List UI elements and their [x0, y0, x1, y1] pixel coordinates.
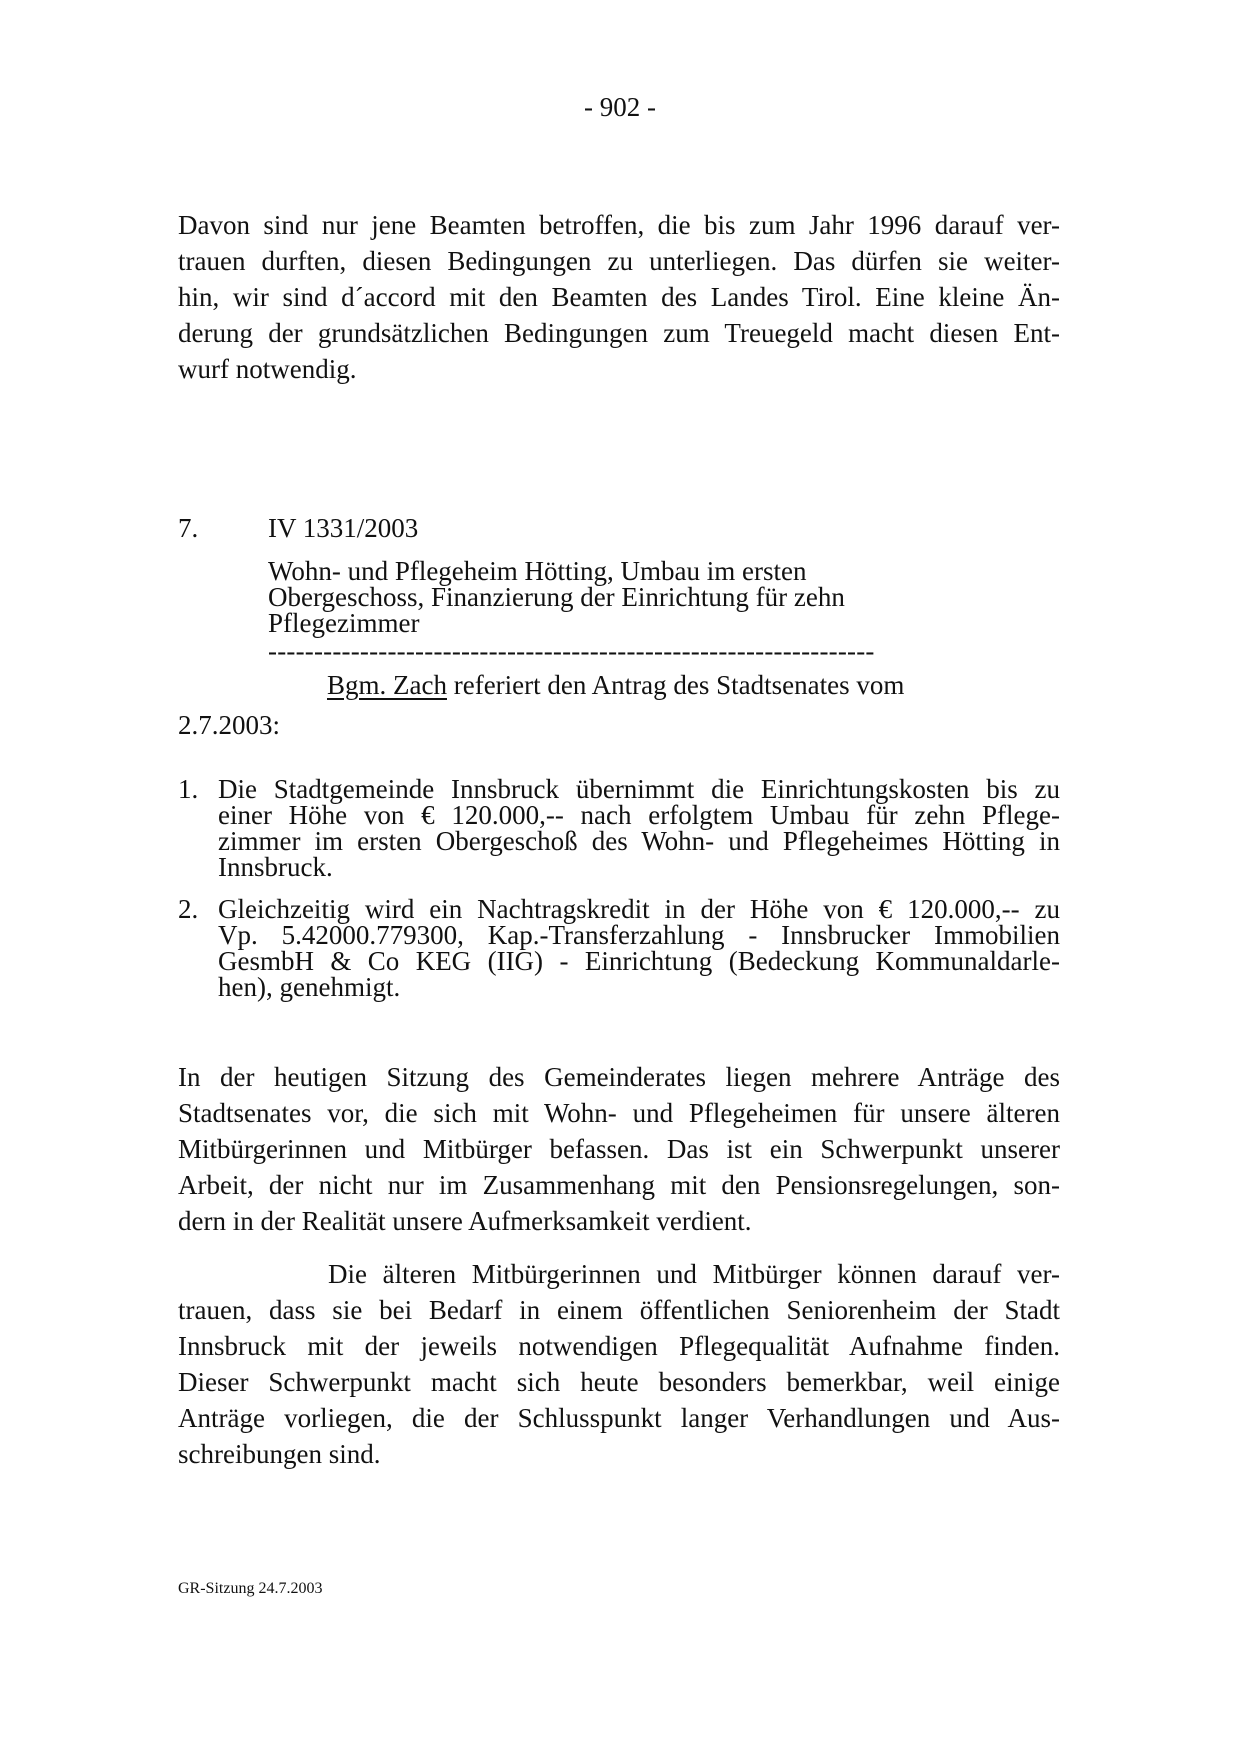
paragraph-line: Anträge vorliegen, die der Schlusspunkt langer Verhandlungen und Aus-: [178, 1403, 1060, 1433]
paragraph-line: schreibungen sind.: [178, 1439, 381, 1469]
resolution-line: Innsbruck.: [218, 852, 333, 882]
body-paragraph: [178, 1256, 1060, 1472]
motion-date: 2.7.2003:: [178, 710, 281, 740]
resolution-line: GesmbH & Co KEG (IIG) - Einrichtung (Bedeckung Kommunaldarle-: [218, 946, 1060, 976]
resolution-line: zimmer im ersten Obergeschoß des Wohn- und Pflegeheimes Hötting in: [218, 826, 1060, 856]
agenda-item-number: 7.: [178, 513, 199, 543]
resolution-line: hen), genehmigt.: [218, 972, 401, 1002]
page-footer: GR-Sitzung 24.7.2003: [178, 1580, 323, 1597]
agenda-item-title: [268, 558, 845, 636]
resolution-number: 1.: [178, 774, 199, 804]
agenda-item-reference: IV 1331/2003: [268, 513, 419, 543]
referent-line: [327, 670, 904, 701]
paragraph-line: Innsbruck mit der jeweils notwendigen Pflegequalität Aufnahme finden.: [178, 1331, 1060, 1361]
resolution-text: [218, 896, 1060, 1000]
resolution-line: Gleichzeitig wird ein Nachtragskredit in der Höhe von € 120.000,-- zu: [218, 894, 1060, 924]
resolution-line: Vp. 5.42000.779300, Kap.-Transferzahlung - Innsbrucker Immobilien: [218, 920, 1060, 950]
paragraph-line: Mitbürgerinnen und Mitbürger befassen. Das ist ein Schwerpunkt unserer: [178, 1134, 1060, 1164]
paragraph-line: derung der grundsätzlichen Bedingungen zum Treuegeld macht diesen Ent-: [178, 318, 1060, 348]
intro-paragraph: [178, 207, 1060, 387]
separator-line: ------------------------------------------------------------------: [268, 636, 875, 666]
paragraph-line: Arbeit, der nicht nur im Zusammenhang mit den Pensionsregelungen, son-: [178, 1170, 1060, 1200]
paragraph-line: trauen durften, diesen Bedingungen zu unterliegen. Das dürfen sie weiter-: [178, 246, 1060, 276]
resolution-line: Die Stadtgemeinde Innsbruck übernimmt die Einrichtungskosten bis zu: [218, 774, 1060, 804]
resolution-text: [218, 776, 1060, 880]
paragraph-line: Die älteren Mitbürgerinnen und Mitbürger können darauf ver-: [328, 1259, 1060, 1289]
resolution-line: einer Höhe von € 120.000,-- nach erfolgtem Umbau für zehn Pflege-: [218, 800, 1060, 830]
paragraph-line: dern in der Realität unsere Aufmerksamkeit verdient.: [178, 1206, 752, 1236]
paragraph-line: In der heutigen Sitzung des Gemeinderates liegen mehrere Anträge des: [178, 1062, 1060, 1092]
referent-text: referiert den Antrag des Stadtsenates vom: [446, 670, 905, 700]
paragraph-line: Dieser Schwerpunkt macht sich heute besonders bemerkbar, weil einige: [178, 1367, 1060, 1397]
paragraph-line: Stadtsenates vor, die sich mit Wohn- und Pflegeheimen für unsere älteren: [178, 1098, 1060, 1128]
paragraph-line: Davon sind nur jene Beamten betroffen, die bis zum Jahr 1996 darauf ver-: [178, 210, 1060, 240]
page-number: - 902 -: [584, 92, 656, 122]
paragraph-line: trauen, dass sie bei Bedarf in einem öffentlichen Seniorenheim der Stadt: [178, 1295, 1060, 1325]
resolution-number: 2.: [178, 894, 199, 924]
paragraph-line: hin, wir sind d´accord mit den Beamten des Landes Tirol. Eine kleine Än-: [178, 282, 1060, 312]
title-line: Wohn- und Pflegeheim Hötting, Umbau im ersten: [268, 556, 807, 586]
title-line: Pflegezimmer: [268, 608, 420, 638]
body-paragraph: [178, 1059, 1060, 1239]
title-line: Obergeschoss, Finanzierung der Einrichtung für zehn: [268, 582, 845, 612]
referent-name: Bgm. Zach: [327, 670, 447, 700]
paragraph-line: wurf notwendig.: [178, 354, 357, 384]
